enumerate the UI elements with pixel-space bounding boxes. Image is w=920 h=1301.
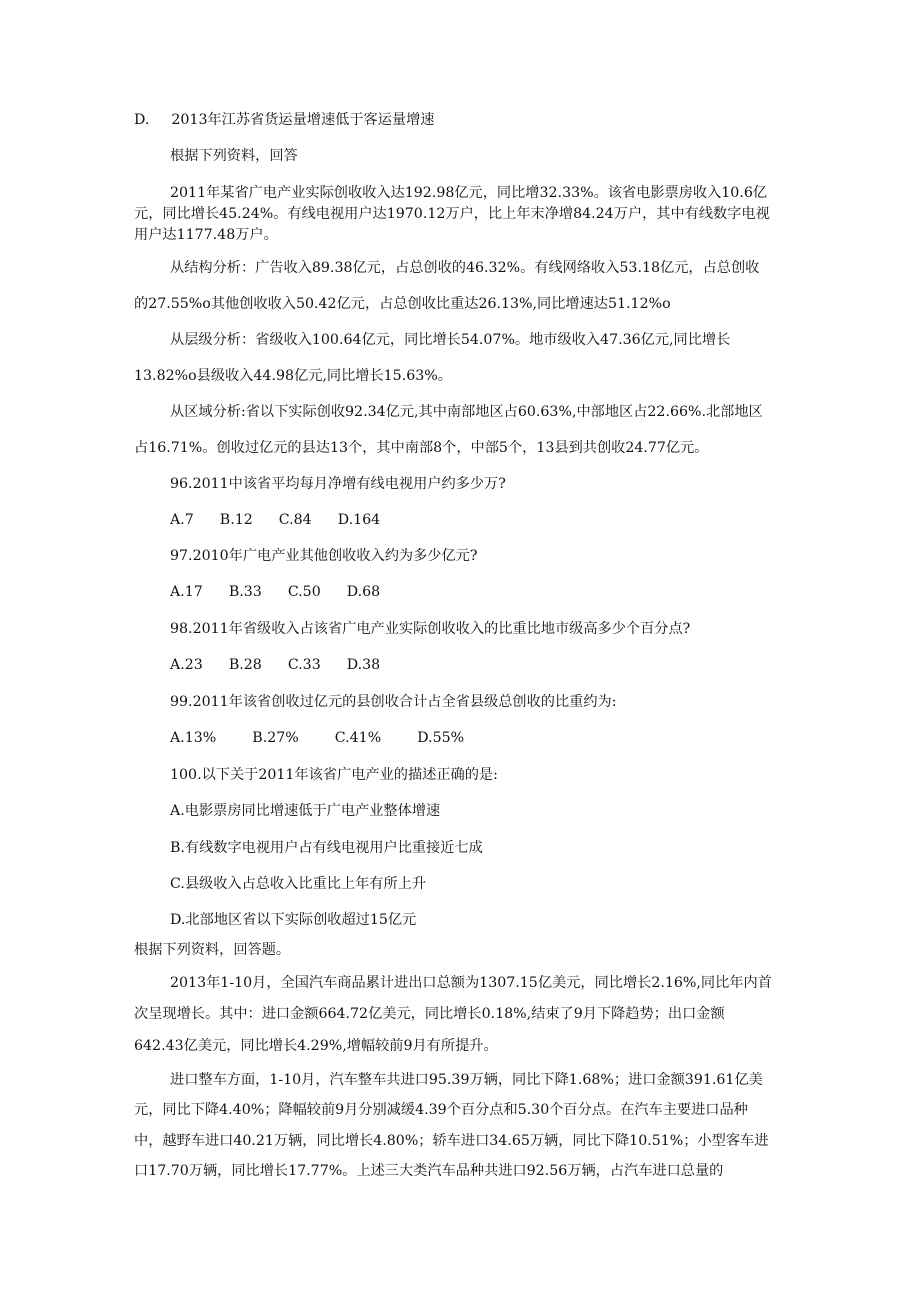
question-100: 100.以下关于2011年该省广电产业的描述正确的是:: [170, 767, 498, 783]
question-99: 99.2011年该省创收过亿元的县创收合计占全省县级总创收的比重约为:: [170, 694, 617, 710]
paragraph-line: 的27.55%o其他创收收入50.42亿元，占总创收比重达26.13%,同比增速达51.12%o: [134, 296, 671, 312]
option-label: D.: [134, 112, 150, 128]
option-c: C.41%: [334, 730, 382, 746]
paragraph-line: 次呈现增长。其中：进口金额664.72亿美元，同比增长0.18%,结束了9月下降趋势；出口金额: [134, 1006, 725, 1022]
option-d-previous: [134, 110, 435, 130]
option-d: D.38: [346, 657, 381, 673]
question-98-options: [170, 655, 380, 675]
paragraph-line: 从层级分析：省级收入100.64亿元，同比增长54.07%。地市级收入47.36亿元,同比增长: [170, 332, 731, 348]
question-97: 97.2010年广电产业其他创收收入约为多少亿元?: [170, 548, 478, 564]
option-a: A.7: [170, 512, 194, 528]
paragraph-line: 从结构分析：广告收入89.38亿元，占总创收的46.32%。有线网络收入53.18亿元，占总创收: [170, 260, 760, 276]
option-c: C.84: [278, 512, 312, 528]
paragraph-line: 642.43亿美元，同比增长4.29%,增幅较前9月有所提升。: [134, 1038, 498, 1054]
option-b: B.33: [228, 584, 262, 600]
paragraph-line: 2011年某省广电产业实际创收收入达192.98亿元，同比增32.33%。该省电影票房收入10.6亿: [170, 185, 768, 201]
paragraph-line: 2013年1-10月，全国汽车商品累计进出口总额为1307.15亿美元，同比增长2.16%,同比年内首: [170, 975, 772, 991]
option-b: B.27%: [252, 730, 299, 746]
paragraph-line: 元，同比下降4.40%；降幅较前9月分别减缓4.39个百分点和5.30个百分点。在汽车主要进口品种: [134, 1102, 748, 1118]
option-d: D.55%: [417, 730, 465, 746]
question-100-option-d: D.北部地区省以下实际创收超过15亿元: [170, 912, 417, 928]
option-a: A.17: [170, 584, 203, 600]
paragraph-line: 13.82%o县级收入44.98亿元,同比增长15.63%。: [134, 368, 452, 384]
question-96-options: [170, 510, 380, 530]
paragraph-line: 口17.70万辆，同比增长17.77%。上述三大类汽车品种共进口92.56万辆，占汽车进口总量的: [134, 1163, 724, 1179]
paragraph-line: 元，同比增长45.24%。有线电视用户达1970.12万户，比上年末净增84.24万户，其中有线数字电视: [134, 206, 770, 222]
option-text: 2013年江苏省货运量增速低于客运量增速: [171, 112, 435, 128]
option-b: B.28: [228, 657, 262, 673]
question-96: 96.2011中该省平均每月净增有线电视用户约多少万?: [170, 476, 506, 492]
section-intro: 根据下列资料，回答题。: [134, 942, 291, 958]
question-100-option-b: B.有线数字电视用户占有线电视用户比重接近七成: [170, 840, 483, 856]
paragraph-line: 中，越野车进口40.21万辆，同比增长4.80%；轿车进口34.65万辆，同比下降10.51%；小型客车进: [134, 1133, 769, 1149]
question-100-option-a: A.电影票房同比增速低于广电产业整体增速: [170, 803, 441, 819]
question-97-options: [170, 582, 380, 602]
option-c: C.33: [287, 657, 321, 673]
question-99-options: [170, 728, 464, 748]
question-98: 98.2011年省级收入占该省广电产业实际创收收入的比重比地市级高多少个百分点?: [170, 621, 691, 637]
option-d: D.68: [346, 584, 381, 600]
paragraph-line: 用户达1177.48万户。: [134, 227, 278, 243]
paragraph-line: 从区域分析:省以下实际创收92.34亿元,其中南部地区占60.63%,中部地区占22.66%.北部地区: [170, 404, 763, 420]
option-a: A.23: [170, 657, 203, 673]
paragraph-line: 占16.71%。创收过亿元的县达13个，其中南部8个，中部5个，13县到共创收24.77亿元。: [134, 440, 709, 456]
paragraph-line: 进口整车方面，1-10月，汽车整车共进口95.39万辆，同比下降1.68%；进口金额391.61亿美: [170, 1072, 763, 1088]
option-c: C.50: [287, 584, 321, 600]
question-100-option-c: C.县级收入占总收入比重比上年有所上升: [170, 876, 427, 892]
option-b: B.12: [219, 512, 253, 528]
option-a: A.13%: [170, 730, 217, 746]
section-intro: 根据下列资料，回答: [170, 148, 298, 164]
option-d: D.164: [337, 512, 381, 528]
